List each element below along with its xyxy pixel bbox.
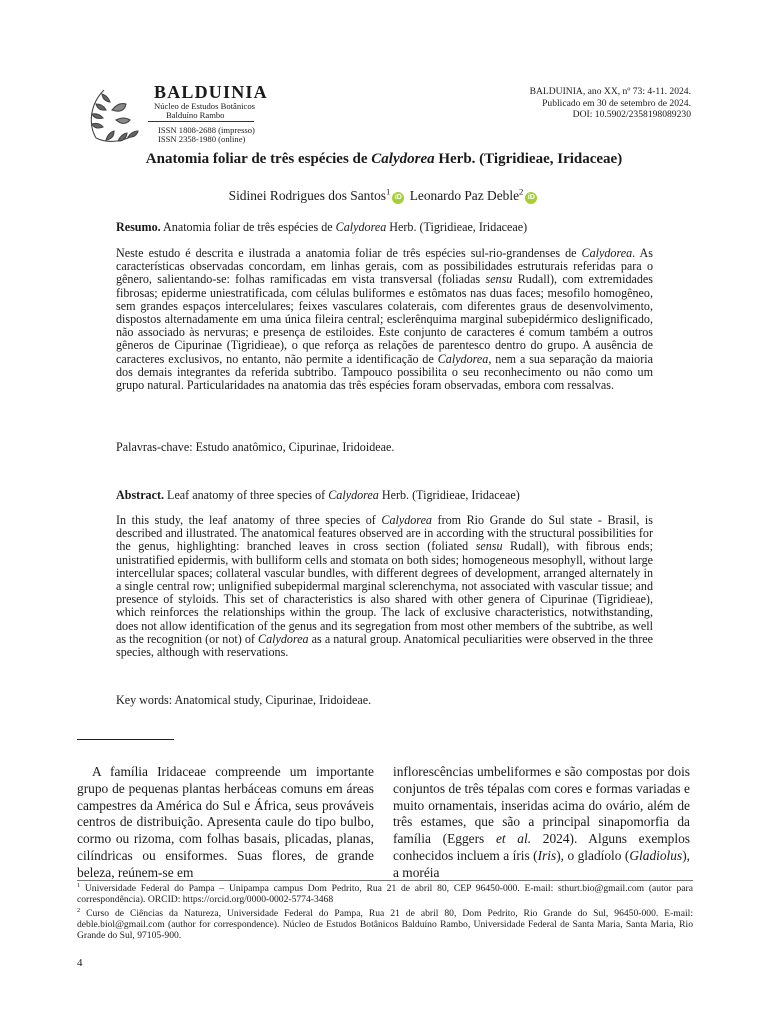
author-1: Sidinei Rodrigues dos Santos bbox=[228, 188, 386, 203]
article-title: Anatomia foliar de três espécies de Calydorea Herb. (Tigridieae, Iridaceae) bbox=[145, 151, 623, 167]
palavras-chave: Palavras-chave: Estudo anatômico, Cipurinae, Iridoideae. bbox=[116, 440, 395, 454]
resumo-heading: Resumo. Anatomia foliar de três espécies de Calydorea Herb. (Tigridieae, Iridaceae) bbox=[116, 220, 528, 234]
leaf-wreath-icon bbox=[82, 80, 152, 150]
author-2: Leonardo Paz Deble bbox=[409, 188, 520, 203]
body-column-left: A família Iridaceae compreende um importante grupo de pequenas plantas herbáceas comuns em áreas campestres da América do Sul e África, seus prováveis centros de distribuição. Apresenta caule do tipo bulbo, cormo ou rizoma, com folhas basais, plicadas, planas, cilíndricas ou ensiformes. Suas flores, de grande beleza, reúnem-se em bbox=[77, 764, 374, 880]
journal-info bbox=[530, 86, 691, 121]
journal-subtitle: Núcleo de Estudos Botânicos bbox=[154, 101, 255, 111]
footnote-2: $^2$ Curso de Ciências da Natureza, Universidade Federal do Pampa, Rua 21 de abril 80, Dom Pedrito, Rio Grande do Sul, 96450-000. E-mail: deble.biol@gmail.com (author for correspondence). Núcleo de Estudos Botânicos Balduíno Rambo, Universidade Federal de Santa Maria, Santa Maria, Rio Grande do Sul, 97105-900. bbox=[77, 906, 693, 941]
orcid-icon[interactable]: iD bbox=[392, 192, 404, 204]
page-number: 4 bbox=[77, 957, 83, 969]
footnote-1: $^1$ Universidade Federal do Pampa – Unipampa campus Dom Pedrito, Rua 21 de abril 80, CEP 96450-000. E-mail: sthurt.bio@gmail.com (autor para correspondência). ORCID: https://orcid.org/0000-0002-5774-3468 bbox=[77, 881, 693, 905]
key-words: Key words: Anatomical study, Cipurinae, Iridoideae. bbox=[116, 693, 372, 707]
issn-online: ISSN 2358-1980 (online) bbox=[158, 134, 246, 144]
abstract-text: In this study, the leaf anatomy of three species of Calydorea from Rio Grande do Sul state - Brasil, is described and illustrated. The anatomical features observed are in according with the structural possibilities for the genus, highlighting: branched leaves in cross section (foliated sensu Rudall), with fibrous ends; unistratified epidermis, with bulliform cells and stomata on both sides; homogeneous mesophyll, without large intercellular spaces; collateral vascular bundles, with different degrees of development, arranged alternately in a single central row; unlignified subepidermal marginal sclerenchyma, not associated with vascular tissue; and presence of styloids. This set of characteristics is also shared with other genera of Cipurinae (Tigridieae), which reinforces the relationships within the group. The lack of exclusive characteristics, notwithstanding, does not allow identification of the genus and its segregation from most other members of the subtribe, as well as the recognition (or not) of Calydorea as a natural group. Anatomical peculiarities were observed in the three species, although with reservations. bbox=[116, 513, 654, 660]
journal-logo bbox=[82, 80, 152, 150]
doi-link[interactable]: DOI: 10.5902/2358198089230 bbox=[572, 109, 691, 120]
header-divider bbox=[148, 121, 254, 122]
section-divider bbox=[77, 739, 174, 740]
journal-subtitle-2: Balduíno Rambo bbox=[166, 110, 225, 120]
abstract-heading: Abstract. Leaf anatomy of three species of Calydorea Herb. (Tigridieae, Iridaceae) bbox=[116, 488, 520, 502]
author-list: Sidinei Rodrigues dos Santos$^1$iD Leonardo Paz Deble$^2$iD bbox=[0, 188, 768, 204]
journal-name: BALDUINIA bbox=[154, 82, 268, 102]
journal-issue: BALDUINIA, ano XX, nº 73: 4-11. 2024. bbox=[529, 86, 691, 97]
publication-date: Publicado em 30 de setembro de 2024. bbox=[542, 97, 691, 109]
resumo-text: Neste estudo é descrita e ilustrada a anatomia foliar de três espécies sul-rio-grandenses de Calydorea. As características observadas concordam, em linhas gerais, com as possibilidades estruturais referidas para o gênero, salientando-se: folhas ramificadas em vista transversal (foliadas sensu Rudall), com extremidades fibrosas; epiderme uniestratificada, com células buliformes e estômatos nas duas faces; mesofilo homogêneo, sem grandes espaços intercelulares; feixes vasculares colaterais, com diferentes graus de desenvolvimento, dispostos alternadamente em uma única fileira central; esclerênquima marginal subepidérmico deslignificado, não associado às nervuras; e presença de estiloides. Este conjunto de caracteres é comum também a outros gêneros de Cipurinae (Tigridieae), o que reforça as relações de parentesco dentro do grupo. A ausência de caracteres exclusivos, no entanto, não permite a identificação de Calydorea, nem a sua separação da maioria dos demais integrantes da referida subtribo. Tampouco possibilita o seu reconhecimento ou não como um grupo natural. Particularidades na anatomia das três espécies foram observadas, embora com ressalvas. bbox=[116, 246, 653, 393]
issn-print: ISSN 1808-2688 (impresso) bbox=[158, 125, 255, 135]
body-column-right: inflorescências umbeliformes e são compostas por dois conjuntos de três tépalas com cores e formas variadas e muito ornamentais, inseridas acima do ovário, além de três estames, que são a principal sinapomorfia da família (Eggers et al. 2024). Alguns exemplos conhecidos incluem a íris (Iris), o gladíolo (Gladiolus), a moréia bbox=[393, 764, 690, 880]
footnote-divider bbox=[77, 880, 693, 881]
orcid-icon[interactable]: iD bbox=[525, 192, 537, 204]
